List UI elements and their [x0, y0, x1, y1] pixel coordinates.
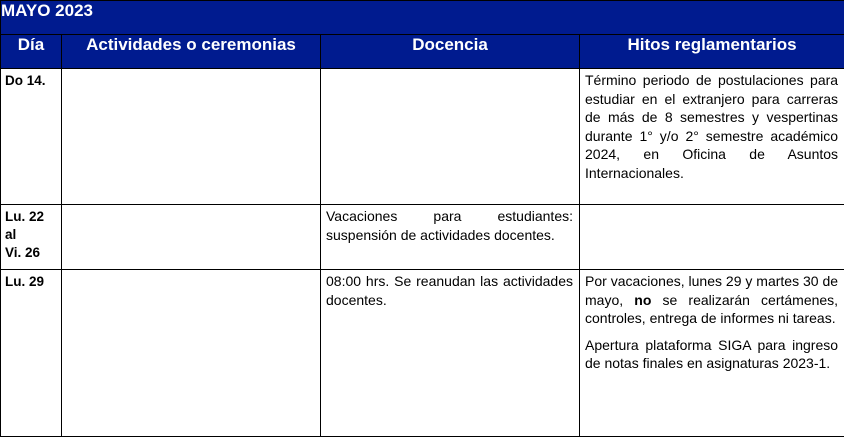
day-label: Do 14. [5, 72, 57, 90]
header-dia: Día [1, 35, 62, 69]
header-row [1, 35, 844, 69]
day-label: al [5, 226, 57, 244]
day-label: Lu. 22 [5, 208, 57, 226]
table-row [1, 69, 844, 205]
day-label: Vi. 26 [5, 244, 57, 262]
docencia-text: 08:00 hrs. Se reanudan las actividades docentes. [326, 272, 573, 309]
actividades-cell [62, 69, 321, 205]
hitos-text-after: se realizarán certámenes, controles, entrega de informes ni tareas. [585, 292, 838, 327]
hitos-text: Apertura plataforma SIGA para ingreso de notas finales en asignaturas 2023-1. [585, 336, 838, 373]
hitos-text-before: Por vacaciones, lunes 29 y martes 30 de mayo, [585, 273, 838, 308]
table-row [1, 270, 844, 437]
day-cell [1, 270, 62, 437]
docencia-text: Vacaciones para estudiantes: suspensión de actividades docentes. [326, 207, 573, 244]
day-cell [1, 205, 62, 270]
docencia-cell [321, 69, 580, 205]
actividades-cell [62, 270, 321, 437]
actividades-cell [62, 205, 321, 270]
day-label: Lu. 29 [5, 273, 57, 291]
hitos-text [585, 272, 838, 328]
hitos-text: Término periodo de postulaciones para estudiar en el extranjero para carreras de más de 8 semestres y vespertinas durante 1° y/o 2° semestre académico 2024, en Oficina de Asuntos Internacionales. [585, 71, 838, 183]
hitos-cell [580, 205, 844, 270]
month-title-row [1, 1, 844, 35]
header-actividades: Actividades o ceremonias [62, 35, 321, 69]
docencia-cell [321, 205, 580, 270]
header-docencia: Docencia [321, 35, 580, 69]
table-row [1, 205, 844, 270]
hitos-cell [580, 270, 844, 437]
month-title: MAYO 2023 [1, 1, 844, 35]
hitos-text-bold: no [634, 292, 651, 308]
header-hitos: Hitos reglamentarios [580, 35, 844, 69]
hitos-cell [580, 69, 844, 205]
day-cell [1, 69, 62, 205]
docencia-cell [321, 270, 580, 437]
